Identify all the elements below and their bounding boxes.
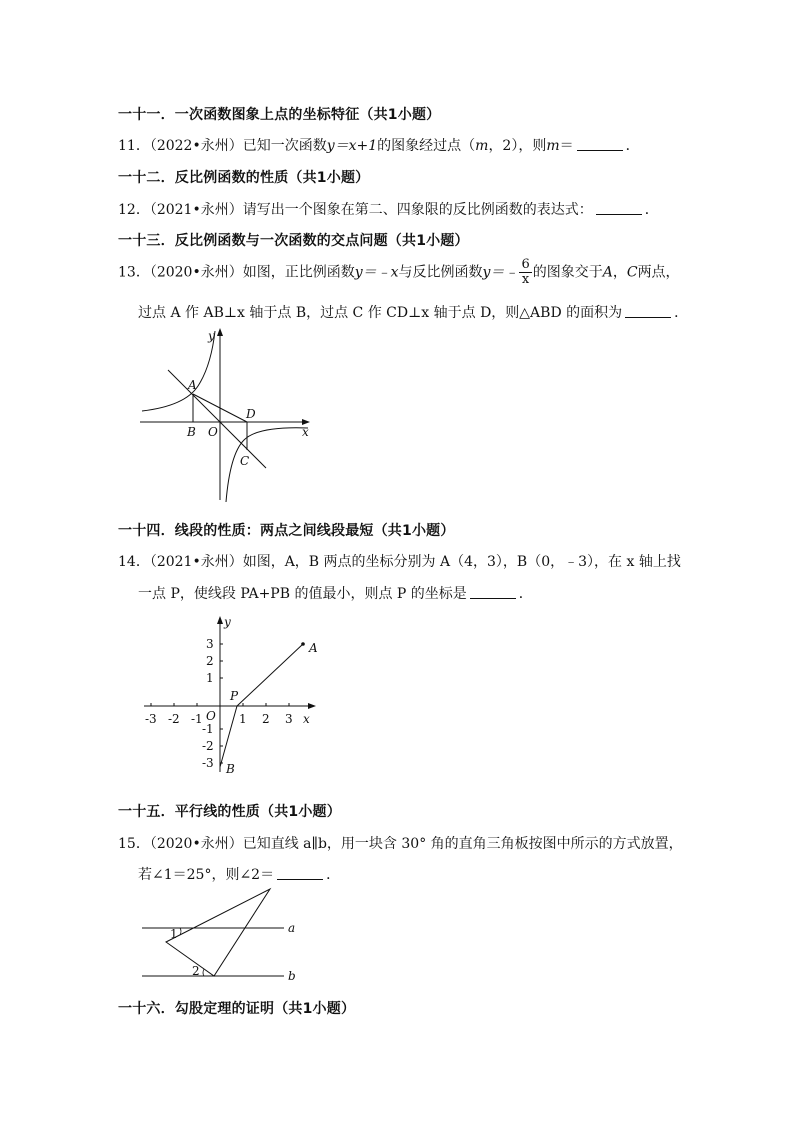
label-1: 1 — [170, 927, 178, 941]
figure-15 — [138, 884, 308, 984]
x-tick-label: -2 — [168, 712, 180, 726]
y-tick-label: 3 — [206, 637, 214, 651]
question-13-line2: 过点 A 作 AB⊥x 轴于点 B，过点 C 作 CD⊥x 轴于点 D，则△ABD 的面积为 ． — [138, 305, 689, 321]
label-D: D — [246, 407, 256, 421]
segment-PB — [220, 706, 237, 767]
x-tick-label: -1 — [191, 712, 203, 726]
label-B: B — [187, 425, 196, 439]
label-C: C — [240, 454, 250, 468]
angle-1-arc — [180, 928, 181, 935]
y-tick-label: -3 — [202, 756, 214, 770]
section-title-14: 一十四．线段的性质：两点之间线段最短（共1小题） — [118, 523, 455, 539]
label-P: P — [230, 689, 239, 703]
fraction: $\frac{6}{x}$ — [521, 257, 530, 287]
question-11: 11．（2022•永州）已知一次函数y＝x+1的图象经过点（m，2），则m＝ ． — [118, 138, 640, 154]
label-2: 2 — [192, 964, 200, 978]
label-O: O — [206, 709, 216, 723]
section-title-16: 一十六．勾股定理的证明（共1小题） — [118, 1001, 356, 1017]
question-13-line1: 13．（2020•永州）如图，正比例函数y＝﹣x与反比例函数y＝﹣ $\frac{6}{x}$ 的图象交于A，C两点， — [118, 257, 680, 287]
x-tick-label: 2 — [262, 712, 270, 726]
x-tick-label: 3 — [285, 712, 293, 726]
label-x: x — [303, 712, 310, 726]
figure-13 — [130, 326, 320, 506]
question-14-line2: 一点 P，使线段 PA+PB 的值最小，则点 P 的坐标是 ． — [138, 586, 533, 602]
angle-2-arc — [203, 969, 204, 976]
y-axis-arrow — [217, 328, 223, 336]
section-title-11: 一十一．一次函数图象上点的坐标特征（共1小题） — [118, 107, 441, 123]
hyperbola-right-branch — [226, 428, 308, 502]
section-title-15: 一十五．平行线的性质（共1小题） — [118, 804, 341, 820]
label-A: A — [188, 378, 197, 392]
label-y: y — [208, 329, 215, 343]
formula: y＝x+1 — [326, 138, 378, 154]
y-tick-label: 1 — [206, 671, 214, 685]
y-tick-label: 2 — [206, 654, 214, 668]
x-axis-arrow — [308, 703, 316, 709]
x-tick-label: -3 — [145, 712, 157, 726]
answer-blank[interactable] — [625, 305, 671, 318]
hyperbola-left-branch — [142, 331, 215, 411]
question-12: 12．（2021•永州）请写出一个图象在第二、四象限的反比例函数的表达式： ． — [118, 202, 659, 218]
label-B: B — [226, 762, 235, 776]
label-a: a — [288, 921, 296, 935]
label-O: O — [208, 425, 218, 439]
point-A — [301, 642, 305, 646]
label-b: b — [288, 969, 296, 983]
answer-blank[interactable] — [577, 138, 623, 151]
section-title-13: 一十三．反比例函数与一次函数的交点问题（共1小题） — [118, 233, 469, 249]
answer-blank[interactable] — [277, 867, 323, 880]
right-triangle — [166, 889, 270, 976]
label-y: y — [224, 615, 231, 629]
answer-blank[interactable] — [596, 202, 642, 215]
y-axis-arrow — [217, 616, 223, 624]
y-tick-label: -2 — [202, 739, 214, 753]
question-15-line2: 若∠1＝25°，则∠2＝ ． — [138, 867, 341, 883]
label-x: x — [302, 425, 309, 439]
segment-PA — [237, 644, 303, 706]
label-A: A — [309, 641, 318, 655]
section-title-12: 一十二．反比例函数的性质（共1小题） — [118, 170, 370, 186]
question-14-line1: 14．（2021•永州）如图，A，B 两点的坐标分别为 A（4，3），B（0，﹣3），在 x 轴上找 — [118, 554, 681, 570]
y-tick-label: -1 — [202, 722, 214, 736]
question-15-line1: 15．（2020•永州）已知直线 a∥b，用一块含 30° 角的直角三角板按图中所示的方式放置， — [118, 836, 683, 852]
figure-14 — [140, 612, 330, 782]
answer-blank[interactable] — [470, 586, 516, 599]
x-tick-label: 1 — [239, 712, 247, 726]
